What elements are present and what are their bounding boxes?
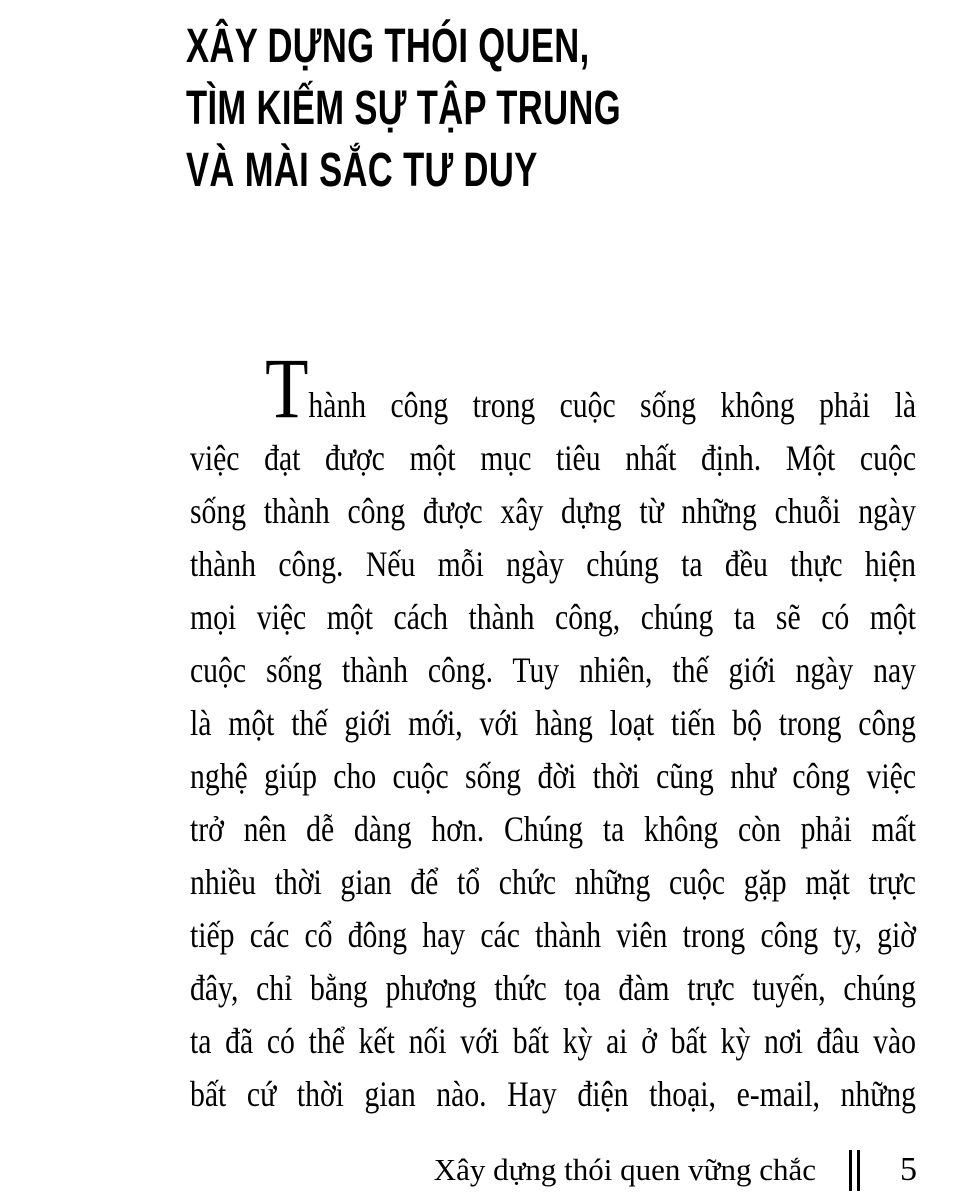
double-vertical-bar-icon	[849, 1150, 860, 1191]
body-paragraph	[190, 340, 917, 1121]
page-footer	[434, 1148, 917, 1192]
body-line: trở nên dễ dàng hơn. Chúng ta không còn phải mất	[190, 809, 916, 849]
body-line: nhiều thời gian để tổ chức những cuộc gặp mặt trực	[190, 862, 916, 902]
body-line: việc đạt được một mục tiêu nhất định. Một cuộc	[190, 438, 916, 478]
chapter-title-line-1: XÂY DỰNG THÓI QUEN,	[186, 20, 590, 73]
drop-cap-initial: T	[265, 340, 309, 436]
page-number: 5	[900, 1151, 917, 1188]
body-line: nghệ giúp cho cuộc sống đời thời cũng như công việc	[190, 756, 916, 796]
body-line: mọi việc một cách thành công, chúng ta sẽ có một	[190, 597, 916, 637]
body-line: đây, chỉ bằng phương thức tọa đàm trực tuyến, chúng	[190, 968, 916, 1008]
body-line: cuộc sống thành công. Tuy nhiên, thế giới ngày nay	[190, 650, 916, 690]
body-line: ta đã có thể kết nối với bất kỳ ai ở bất kỳ nơi đâu vào	[190, 1021, 916, 1061]
chapter-title-line-2: TÌM KIẾM SỰ TẬP TRUNG	[186, 82, 621, 135]
body-line: bất cứ thời gian nào. Hay điện thoại, e-mail, những	[190, 1074, 916, 1114]
body-line	[190, 340, 917, 436]
running-title: Xây dựng thói quen vững chắc	[433, 1152, 816, 1187]
body-line: sống thành công được xây dựng từ những chuỗi ngày	[190, 491, 916, 531]
chapter-title-line-3: VÀ MÀI SẮC TƯ DUY	[186, 144, 538, 197]
chapter-title	[186, 16, 790, 202]
body-line-text: hành công trong cuộc sống không phải là	[308, 385, 917, 425]
body-line: tiếp các cổ đông hay các thành viên trong công ty, giờ	[190, 915, 916, 955]
body-line: là một thế giới mới, với hàng loạt tiến bộ trong công	[190, 703, 916, 743]
body-line: thành công. Nếu mỗi ngày chúng ta đều thực hiện	[190, 544, 916, 584]
